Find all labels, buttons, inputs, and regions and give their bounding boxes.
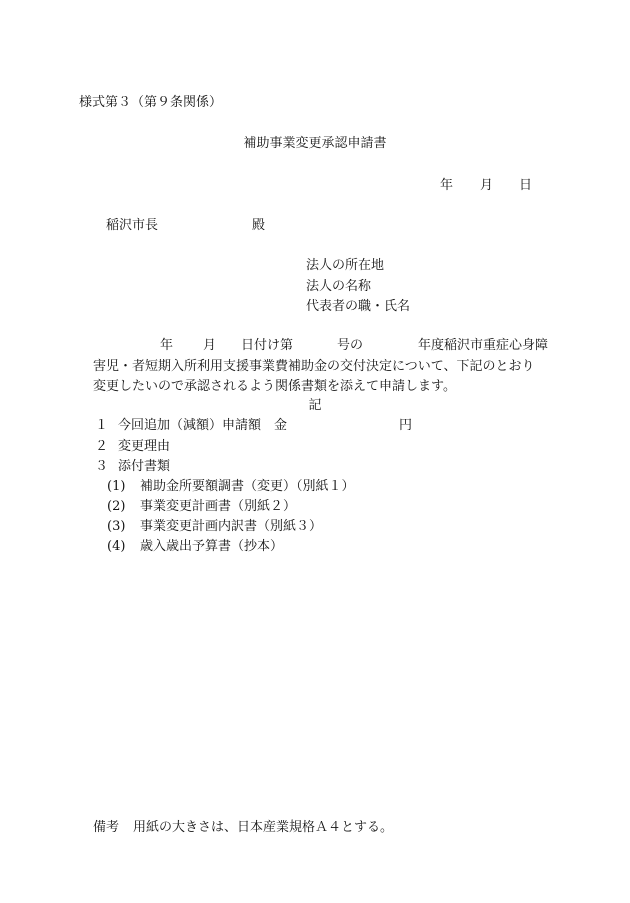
form-number: 様式第３（第９条関係） bbox=[79, 95, 223, 110]
attachment-item: 事業変更計画内訳書（別紙３） bbox=[140, 519, 323, 534]
applicant-name-label: 法人の名称 bbox=[306, 279, 372, 294]
body-line3: 変更したいので承認されるよう関係書類を添えて申請します。 bbox=[93, 379, 456, 394]
remarks-label: 備考 bbox=[93, 820, 120, 835]
applicant-representative-label: 代表者の職・氏名 bbox=[306, 299, 411, 314]
item-text: 変更理由 bbox=[118, 439, 171, 454]
item-text: 添付書類 bbox=[118, 459, 171, 474]
date-day-label: 日 bbox=[519, 178, 533, 193]
body-number-label: 号の bbox=[337, 338, 364, 353]
item-number: ２ bbox=[95, 439, 109, 454]
body-year-label: 年 bbox=[160, 338, 174, 353]
yen-suffix: 円 bbox=[399, 418, 413, 433]
attachment-number: (3) bbox=[107, 519, 126, 534]
ki-heading: 記 bbox=[308, 398, 322, 413]
attachment-number: (1) bbox=[107, 479, 126, 494]
date-year-label: 年 bbox=[440, 178, 454, 193]
item-number: ３ bbox=[95, 459, 109, 474]
attachment-item: 事業変更計画書（別紙２） bbox=[140, 499, 297, 514]
date-month-label: 月 bbox=[480, 178, 494, 193]
body-line1-rest: 年度稲沢市重症心身障 bbox=[418, 338, 549, 353]
item-text: 今回追加（減額）申請額 金 bbox=[118, 418, 288, 433]
attachment-number: (2) bbox=[107, 499, 126, 514]
honorific: 殿 bbox=[252, 218, 266, 233]
document-title: 補助事業変更承認申請書 bbox=[243, 136, 387, 151]
attachment-item: 補助金所要額調書（変更）（別紙１） bbox=[140, 479, 355, 494]
addressee: 稲沢市長 bbox=[106, 218, 159, 233]
body-line2: 害児・者短期入所利用支援事業費補助金の交付決定について、下記のとおり bbox=[93, 359, 535, 374]
attachment-number: (4) bbox=[107, 539, 126, 554]
applicant-address-label: 法人の所在地 bbox=[306, 258, 385, 273]
item-number: １ bbox=[95, 418, 109, 433]
remarks-text: 用紙の大きさは、日本産業規格Ａ４とする。 bbox=[133, 820, 394, 835]
body-dated-label: 日付け第 bbox=[241, 338, 294, 353]
attachment-item: 歳入歳出予算書（抄本） bbox=[140, 539, 284, 554]
body-month-label: 月 bbox=[203, 338, 217, 353]
